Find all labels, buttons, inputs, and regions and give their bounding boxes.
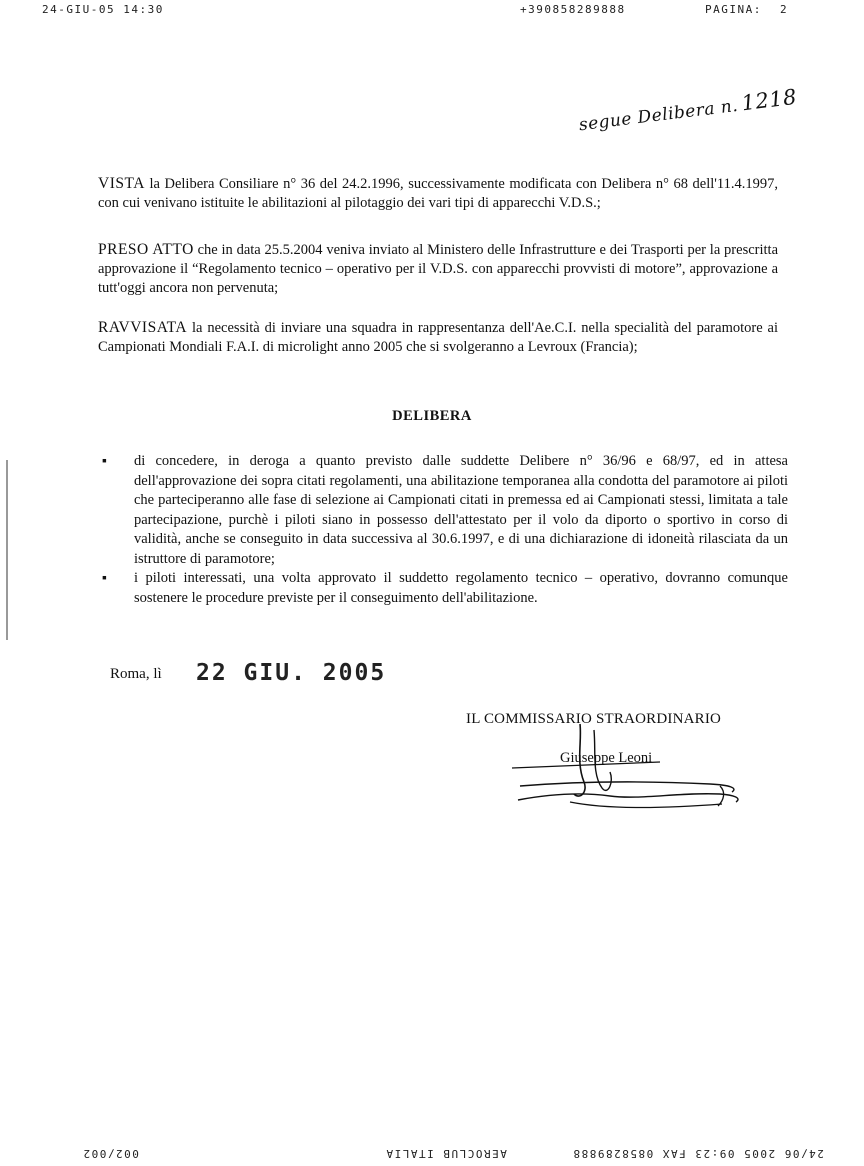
paragraph-vista [98, 174, 778, 213]
signatory-name: Giuseppe Leoni [560, 750, 653, 766]
fax-footer-sender: AEROCLUB ITALIA [385, 1147, 507, 1160]
list-item-text: di concedere, in deroga a quanto previsto dalle suddette Delibere n° 36/96 e 68/97, ed in attesa dell'approvazione dei sopra citati regolamenti, una abilitazione temporanea alla condotta del paramotore ai piloti che parteciperanno alle fase di selezione ai Campionati citati in premessa ed ai Campionati stessi, limitata a tale partecipazione, purchè i piloti siano in possesso dell'attestato per il volo da diporto o sportivo in corso di validità, anche se conseguito in data successiva al 30.6.1997, e di una dichiarazione di idoneità rilasciata da un istruttore di paramotore; [134, 453, 788, 567]
fax-footer-timestamp: 24/06 2005 09:23 FAX 0858289888 [572, 1147, 824, 1160]
bullet-icon: ▪ [102, 454, 107, 469]
list-item-text: i piloti interessati, una volta approvato il suddetto regolamento tecnico – operativo, dovranno comunque sostenere le procedure previste per il conseguimento dell'abilitazione. [134, 570, 788, 606]
paragraph-text: la necessità di inviare una squadra in rappresentanza dell'Ae.C.I. nella specialità del paramotore ai Campionati Mondiali F.A.I. di microlight anno 2005 che si svolgeranno a Levroux (Francia); [98, 320, 779, 355]
handwritten-signature [510, 722, 750, 817]
list-item [100, 569, 788, 608]
paragraph-text: la Delibera Consiliare n° 36 del 24.2.1996, successivamente modificata con Delibera n° 68 dell'11.4.1997, con cui venivano istituite le abilitazioni al pilotaggio dei vari tipi di apparecchi V.D.S.; [98, 176, 779, 211]
delibera-heading: DELIBERA [392, 408, 472, 424]
date-stamp: 22 GIU. 2005 [196, 660, 387, 686]
fax-header-datetime: 24-GIU-05 14:30 [42, 3, 164, 16]
fax-header-page-number: 2 [779, 3, 789, 16]
fax-header-page [705, 3, 788, 16]
paragraph-lead: VISTA [98, 175, 145, 192]
paragraph-lead: RAVVISATA [98, 319, 188, 336]
handwritten-reference-number: 1218 [740, 84, 799, 116]
margin-line [6, 460, 8, 640]
paragraph-lead: PRESO ATTO [98, 241, 194, 258]
fax-header-phone: +390858289888 [520, 3, 626, 16]
bullet-icon: ▪ [102, 571, 107, 586]
fax-header-page-label: PAGINA: [705, 3, 762, 16]
signatory-title: IL COMMISSARIO STRAORDINARIO [466, 711, 722, 727]
list-item [100, 452, 788, 569]
handwritten-reference [578, 85, 799, 136]
paragraph-text: che in data 25.5.2004 veniva inviato al Ministero delle Infrastrutture e dei Trasporti per la prescritta approvazione il “Regolamento tecnico – operativo per il V.D.S. con apparecchi provvisti di motore”, approvazione a tutt'oggi ancora non pervenuta; [98, 242, 779, 296]
paragraph-preso-atto [98, 240, 778, 298]
deliberation-list [100, 452, 788, 608]
handwritten-reference-text: segue Delibera n. [578, 95, 740, 136]
closing-place: Roma, lì [110, 666, 162, 682]
fax-footer-pages: 002/002 [82, 1147, 139, 1160]
paragraph-ravvisata [98, 318, 778, 357]
